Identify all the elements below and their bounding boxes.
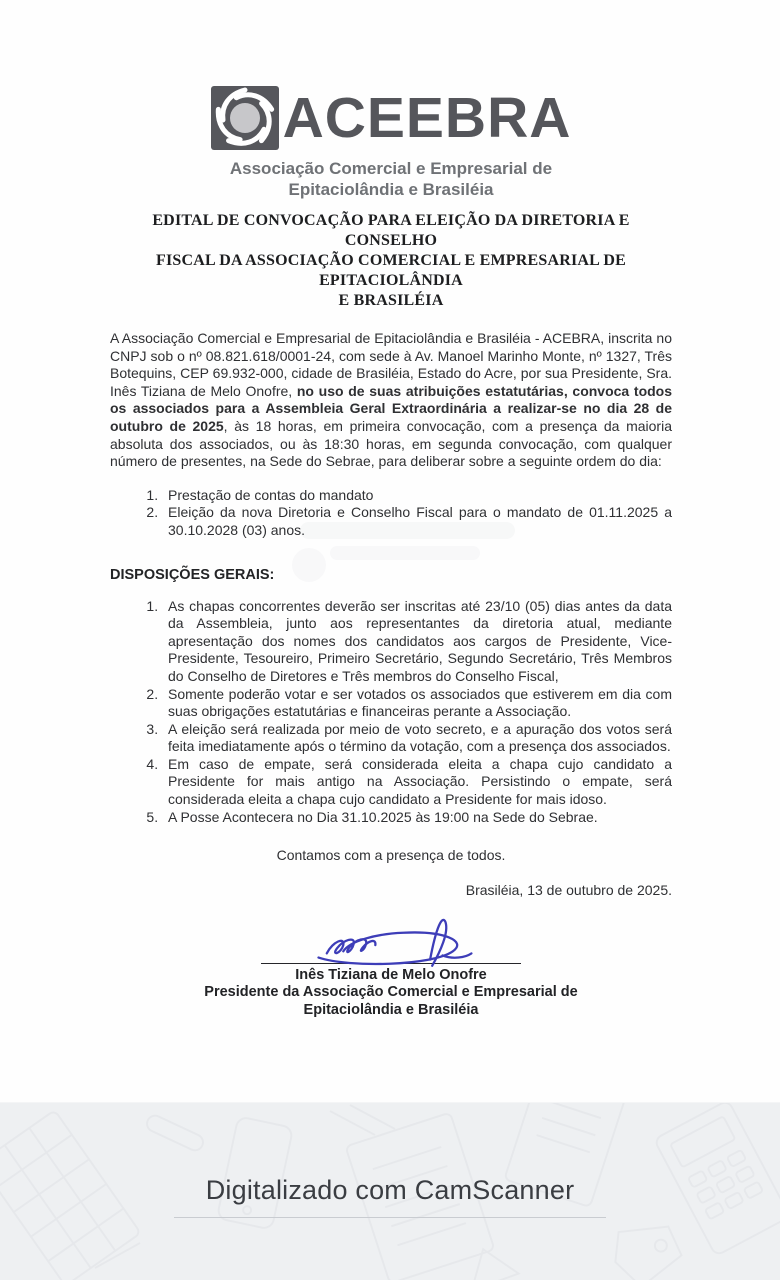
title-line-3: E BRASILÉIA [338,292,444,309]
logo [110,86,672,150]
aperture-swirl-icon [211,86,279,150]
brand-wordmark: ACEEBRA [282,85,572,150]
intro-paragraph: A Associação Comercial e Empresarial de Epitaciolândia e Brasiléia - ACEBRA, inscrita no CNPJ sob o nº 08.821.618/0001-24, com sede à Av. Manoel Marinho Monte, nº 1327, Três Botequins, CEP 69.932-000, cidade de Brasiléia, Estado do Acre, por sua Presidente, Sra. Inês Tiziana de Melo Onofre, no uso de suas atribuições estatutárias, convoca todos os associados para a Assembleia Geral Extraordinária a realizar-se no dia 28 de outubro de 2025, às 18 horas, em primeira convocação, com a presença da maioria absoluta dos associados, ou às 18:30 horas, em segunda convocação, com qualquer número de presentes, na Sede do Sebrae, para deliberar sobre a seguinte ordem do dia: [110,330,673,470]
title-line-1: EDITAL DE CONVOCAÇÃO PARA ELEIÇÃO DA DIRETORIA E CONSELHO [152,212,630,249]
signer-title-line-1: Presidente da Associação Comercial e Empresarial de [204,984,578,1001]
general-provisions-list [110,598,672,827]
general-item: 1. As chapas concorrentes deverão ser inscritas até 23/10 (05) dias antes da data da Assembleia, junto aos representantes da diretoria atual, mediante apresentação dos nomes dos candidatos aos cargos de Presidente, Vice-Presidente, Tesoureiro, Primeiro Secretário, Segundo Secretário, Três Membros do Conselho de Diretores e Três membros do Conselho Fiscal, [162,598,672,686]
tagline-line-1: Associação Comercial e Empresarial de [229,159,553,178]
scan-artifact [330,546,480,560]
signer-title-line-2: Epitaciolândia e Brasiléia [303,1002,479,1019]
general-item: 5. A Posse Acontecera no Dia 31.10.2025 às 19:00 na Sede do Sebrae. [162,809,672,827]
scan-artifact [292,548,326,582]
document-title [110,211,672,311]
camscanner-label: Digitalizado com CamScanner [205,1175,575,1205]
signature-scribble-icon [301,910,491,972]
footer-underline [174,1217,606,1218]
tag-icon [610,1218,686,1280]
general-provisions-heading: DISPOSIÇÕES GERAIS: [110,566,275,583]
scan-artifact [300,522,515,539]
camscanner-footer [0,1102,780,1280]
tagline-line-2: Epitaciolândia e Brasiléia [288,180,494,199]
logo-tagline [110,158,672,200]
signer-name: Inês Tiziana de Melo Onofre [295,967,487,984]
general-item: 2. Somente poderão votar e ser votados os associados que estiverem em dia com suas obrigações estatutárias e financeiras perante a Associação. [162,686,672,721]
closing-line: Contamos com a presença de todos. [276,847,506,864]
title-line-2: FISCAL DA ASSOCIAÇÃO COMERCIAL E EMPRESARIAL DE EPITACIOLÂNDIA [156,252,626,289]
dateline: Brasiléia, 13 de outubro de 2025. [465,882,672,899]
general-item: 3. A eleição será realizada por meio de voto secreto, e a apuração dos votos será feita imediatamente após o término da votação, com a presença dos associados. [162,721,672,756]
signer-title [110,983,672,1019]
general-item: 4. Em caso de empate, será considerada eleita a chapa cujo candidato a Presidente for mais antigo na Associação. Persistindo o empate, será considerada eleita a chapa cujo candidato a Presidente for mais idoso. [162,756,672,809]
agenda-item: 2. Eleição da nova Diretoria e Conselho Fiscal para o mandato de 01.11.2025 a 30.10.2028 (03) anos. [162,504,672,539]
agenda-item: 1. Prestação de contas do mandato [162,487,672,505]
signature-block [261,906,521,964]
phone-icon [217,1116,293,1229]
